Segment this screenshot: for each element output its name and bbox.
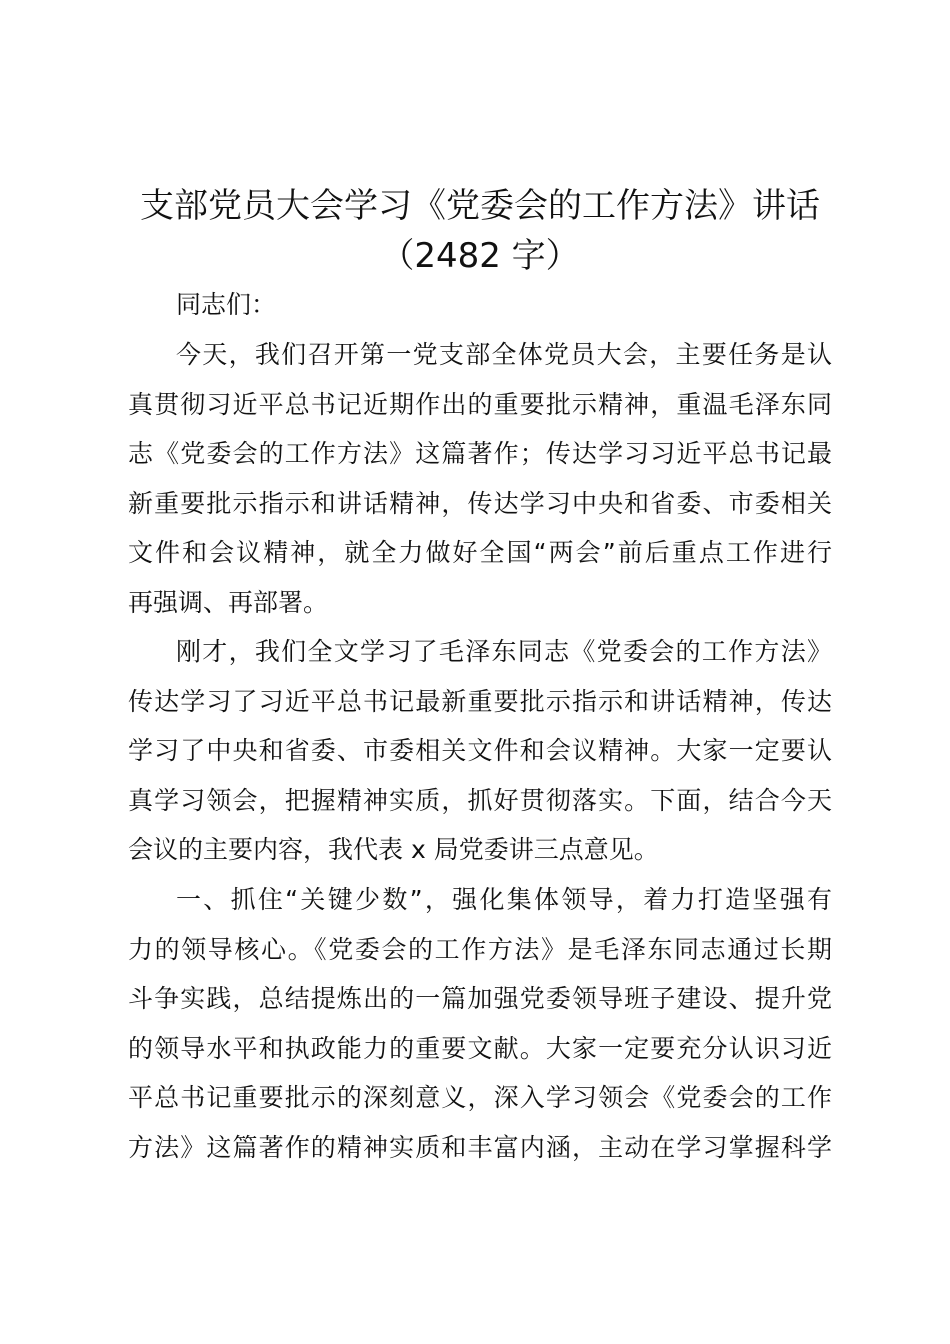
paragraph-1	[128, 330, 832, 628]
paragraph-line: 平总书记重要批示的深刻意义，深入学习领会《党委会的工作	[128, 1083, 832, 1113]
paragraph-line: 真贯彻习近平总书记近期作出的重要批示精神，重温毛泽东同	[128, 389, 832, 419]
paragraph-line: 真学习领会，把握精神实质，抓好贯彻落实。下面，结合今天	[128, 785, 832, 815]
paragraph-line: 学习了中央和省委、市委相关文件和会议精神。大家一定要认	[128, 736, 832, 766]
paragraph-3	[128, 875, 832, 1173]
paragraph-line: 刚才，我们全文学习了毛泽东同志《党委会的工作方法》	[176, 637, 832, 666]
greeting-text: 同志们：	[176, 290, 277, 319]
paragraph-line: 新重要批示指示和讲话精神，传达学习中央和省委、市委相关	[128, 488, 832, 518]
paragraph-line: 方法》这篇著作的精神实质和丰富内涵，主动在学习掌握科学	[128, 1132, 832, 1162]
paragraph-line: 的领导水平和执政能力的重要文献。大家一定要充分认识习近	[128, 1033, 832, 1063]
paragraph-line: 传达学习了习近平总书记最新重要批示指示和讲话精神，传达	[128, 686, 832, 716]
paragraph-line: 力的领导核心。《党委会的工作方法》是毛泽东同志通过长期	[128, 934, 832, 964]
paragraph-line: 会议的主要内容，我代表 x 局党委讲三点意见。	[128, 835, 659, 865]
document-subtitle-word-count: （2482 字）	[380, 236, 580, 276]
paragraph-line: 再强调、再部署。	[128, 587, 329, 617]
paragraph-line: 一、抓住“关键少数”，强化集体领导，着力打造坚强有	[176, 885, 832, 914]
paragraph-line: 斗争实践，总结提炼出的一篇加强党委领导班子建设、提升党	[128, 984, 832, 1014]
document-title: 支部党员大会学习《党委会的工作方法》讲话	[140, 186, 820, 226]
paragraph-2	[128, 627, 832, 875]
paragraph-line: 今天，我们召开第一党支部全体党员大会，主要任务是认	[176, 340, 832, 369]
paragraph-line: 志《党委会的工作方法》这篇著作；传达学习习近平总书记最	[128, 439, 832, 469]
paragraph-line: 文件和会议精神，就全力做好全国“两会”前后重点工作进行	[128, 538, 832, 568]
greeting	[128, 280, 832, 330]
